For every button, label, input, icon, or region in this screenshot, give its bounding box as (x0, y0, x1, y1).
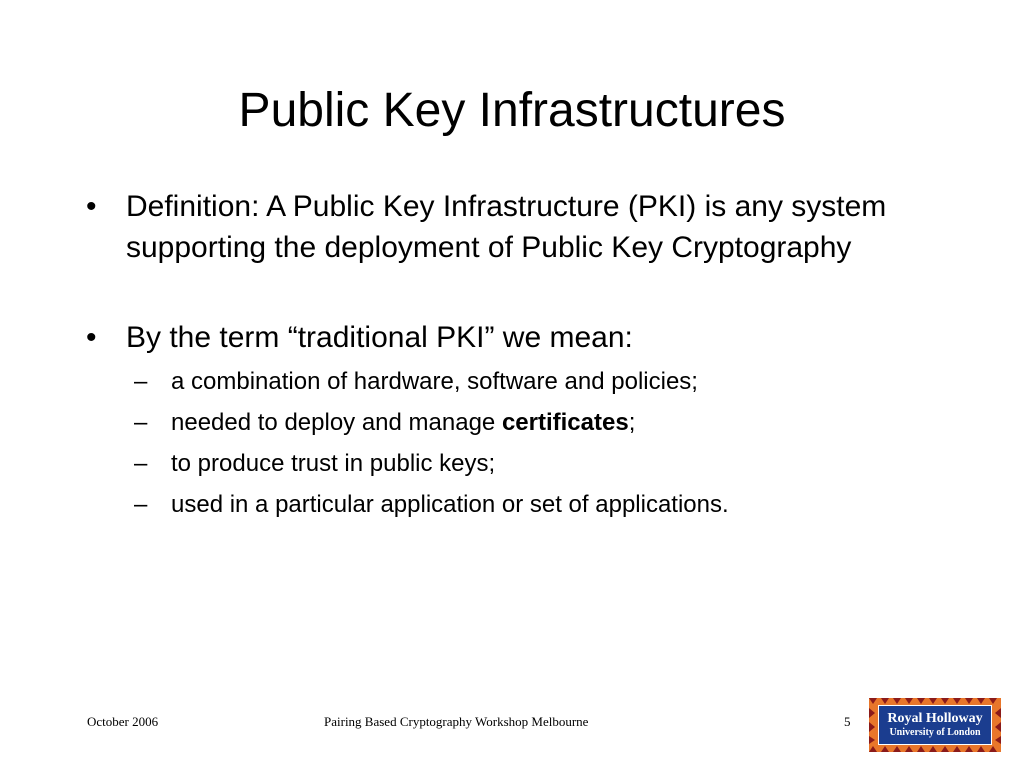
sub-bullet-marker: – (134, 409, 148, 436)
logo-text-panel (878, 705, 992, 745)
sub-bullet-text (171, 407, 635, 439)
sub-bullet-marker: – (134, 450, 148, 477)
sub-bullet-text: a combination of hardware, software and policies; (171, 368, 698, 395)
sub-bullet-text: to produce trust in public keys; (171, 450, 496, 477)
royal-holloway-logo (869, 698, 1001, 752)
logo-line-university: University of London (889, 727, 981, 738)
footer-date: October 2006 (87, 714, 159, 729)
sub-bullet-marker: – (134, 368, 148, 395)
sub-bullet-text-before: needed to deploy and manage (171, 409, 502, 436)
bullet-item-traditional-pki (86, 317, 906, 358)
bullet-marker: • (86, 321, 97, 354)
bullet-item-definition (86, 186, 906, 311)
slide-title: Public Key Infrastructures (238, 84, 786, 137)
sub-bullet-text-after: ; (628, 409, 636, 436)
bullet-marker: • (86, 190, 97, 223)
sub-bullet-emphasis: certificates (501, 409, 629, 436)
bullet-text: Definition: A Public Key Infrastructure (PKI) is any system supporting the deployment of Public Key Cryptography (126, 190, 887, 264)
footer-event-title: Pairing Based Cryptography Workshop Melbourne (324, 714, 589, 729)
footer-page-number: 5 (844, 714, 851, 729)
sub-bullet-marker: – (134, 491, 148, 518)
sub-bullet-text: used in a particular application or set of applications. (171, 491, 729, 518)
bullet-text: By the term “traditional PKI” we mean: (126, 321, 633, 354)
logo-line-institution: Royal Holloway (887, 711, 983, 726)
